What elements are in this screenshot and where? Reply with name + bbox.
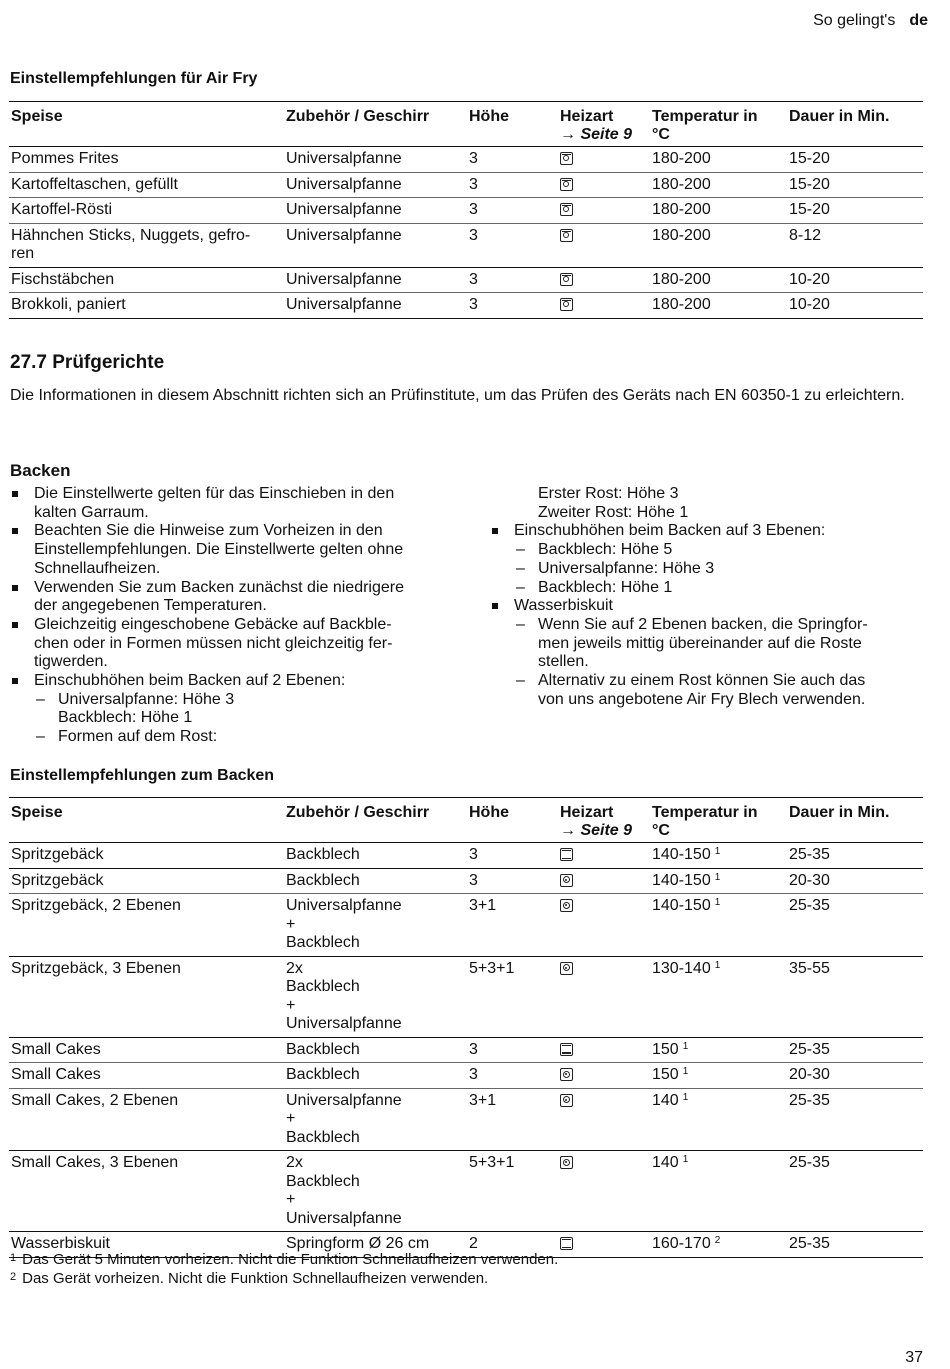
table-header-row (9, 102, 923, 147)
cell-temperatur (650, 894, 787, 957)
footnote-ref: 1 (682, 1091, 689, 1103)
cell-hoehe: 3 (469, 226, 478, 244)
table-row (9, 868, 923, 894)
temperature-value: 160-170 (652, 1235, 711, 1252)
cell-speise: Wasserbiskuit (11, 1235, 110, 1252)
cell-speise-line: Hähnchen Sticks, Nuggets, gefro- (11, 226, 251, 244)
table-row (9, 267, 923, 293)
table-row (9, 293, 923, 319)
list-item (10, 522, 460, 578)
temperature-value: 140 (652, 1154, 679, 1171)
cell-zubehoer-line: Universalpfanne (286, 897, 402, 914)
list-item: Wasserbiskuit (490, 597, 920, 616)
top-bottom-heat-icon (560, 848, 573, 861)
temperature-value: 140 (652, 1091, 679, 1109)
cell-speise: Spritzgebäck, 3 Ebenen (11, 959, 181, 977)
cell-zubehoer-line: Backblech (286, 978, 360, 995)
cell-heizart (558, 1037, 650, 1063)
backen-heading: Backen (10, 461, 71, 480)
list-item-text: Backblech: Höhe 1 (58, 709, 193, 727)
cell-zubehoer-line: Universalpfanne (286, 1015, 402, 1032)
airfry-table (9, 101, 923, 319)
list-item (10, 616, 460, 672)
cell-zubehoer-line: + (286, 1191, 296, 1208)
col-temperatur-unit: °C (652, 126, 670, 143)
col-heizart-label: Heizart (560, 108, 614, 125)
footnote-ref: 1 (714, 959, 721, 971)
cell-temperatur (650, 1088, 787, 1151)
cell-hoehe: 5+3+1 (469, 959, 515, 977)
cell-heizart (558, 267, 650, 293)
list-item-text: Wenn Sie auf 2 Ebenen backen, die Springfor- (538, 615, 868, 633)
header-language: de (909, 12, 928, 29)
temperature-value: 140-150 (652, 846, 711, 863)
sub-list-item (10, 691, 460, 728)
col-dauer: Dauer in Min. (789, 108, 890, 125)
cell-heizart (558, 1151, 650, 1232)
list-item-text: kalten Garraum. (34, 503, 149, 521)
footnote-text: Das Gerät 5 Minuten vorheizen. Nicht die Funktion Schnellaufheizen verwenden. (22, 1251, 559, 1268)
footnote (10, 1251, 920, 1270)
list-item-text: Gleichzeitig eingeschobene Gebäcke auf Backble- (34, 615, 392, 633)
cell-zubehoer: Universalpfanne (286, 270, 402, 288)
cell-hoehe: 3+1 (469, 897, 497, 914)
cell-zubehoer-line: Universalpfanne (286, 1091, 402, 1109)
cell-zubehoer: Universalpfanne (286, 296, 402, 313)
hot-air-icon (560, 1156, 573, 1169)
cell-temperatur: 180-200 (652, 296, 711, 313)
cell-hoehe: 3 (469, 201, 478, 218)
cell-zubehoer-line: Backblech (286, 846, 360, 863)
continued-text: Zweiter Rost: Höhe 1 (538, 503, 689, 521)
hot-air-icon (560, 874, 573, 887)
hot-air-icon (560, 962, 573, 975)
cell-dauer: 15-20 (789, 150, 830, 167)
cell-speise: Spritzgebäck (11, 871, 104, 889)
cell-speise: Pommes Frites (11, 150, 119, 167)
list-item-text: Einstellempfehlungen. Die Einstellwerte gelten ohne (34, 541, 404, 559)
cell-hoehe: 3 (469, 1066, 478, 1083)
list-item-text: Schnellaufheizen. (34, 559, 161, 577)
list-item-text: Universalpfanne: Höhe 3 (58, 690, 235, 708)
cell-zubehoer (284, 894, 467, 957)
cell-speise (9, 223, 284, 267)
list-item-text: Alternativ zu einem Rost können Sie auch das (538, 672, 866, 690)
cell-speise: Fischstäbchen (11, 270, 115, 288)
cell-dauer: 20-30 (789, 871, 830, 889)
cell-dauer: 25-35 (789, 846, 830, 863)
cell-heizart (558, 868, 650, 894)
cell-zubehoer (284, 1037, 467, 1063)
cell-speise: Kartoffeltaschen, gefüllt (11, 175, 178, 193)
list-item (10, 485, 460, 522)
cell-zubehoer (284, 1088, 467, 1151)
air-fry-icon (560, 273, 573, 286)
cell-heizart (558, 1088, 650, 1151)
col-temperatur-label: Temperatur in (652, 804, 758, 821)
table-row (9, 198, 923, 224)
cell-zubehoer-line: Backblech (286, 871, 360, 889)
cell-heizart (558, 956, 650, 1037)
temperature-value: 150 (652, 1066, 679, 1083)
temperature-value: 140-150 (652, 871, 711, 889)
col-heizart (558, 798, 650, 843)
footnote-ref: 1 (682, 1066, 689, 1077)
cell-temperatur: 180-200 (652, 201, 711, 218)
table-row (9, 147, 923, 173)
cell-heizart (558, 172, 650, 198)
cell-hoehe: 5+3+1 (469, 1154, 515, 1171)
air-fry-icon (560, 178, 573, 191)
col-hoehe: Höhe (469, 804, 509, 821)
backen-right-column (490, 485, 920, 709)
section-intro: Die Informationen in diesem Abschnitt richten sich an Prüfinstitute, um das Prüfen des Geräts nach EN 60350-1 zu erleichtern. (10, 387, 905, 404)
air-fry-icon (560, 203, 573, 216)
cell-zubehoer-line: Springform Ø 26 cm (286, 1235, 430, 1252)
col-zubehoer: Zubehör / Geschirr (286, 108, 430, 125)
cell-heizart (558, 843, 650, 869)
col-temperatur (650, 102, 787, 147)
sub-list-item (490, 616, 920, 672)
cell-temperatur (650, 1151, 787, 1232)
footnote-ref: 2 (714, 1235, 721, 1246)
cell-temperatur: 180-200 (652, 150, 711, 167)
cell-zubehoer (284, 868, 467, 894)
cell-hoehe: 3 (469, 296, 478, 313)
temperature-value: 140-150 (652, 897, 711, 914)
top-bottom-heat-icon (560, 1237, 573, 1250)
table-row (9, 1151, 923, 1232)
list-item-text: Beachten Sie die Hinweise zum Vorheizen in den (34, 522, 383, 540)
cell-dauer: 8-12 (789, 226, 822, 244)
cell-zubehoer: Universalpfanne (286, 226, 402, 244)
cell-heizart (558, 1063, 650, 1089)
temperature-value: 130-140 (652, 959, 711, 977)
table-row (9, 1088, 923, 1151)
cell-temperatur (650, 843, 787, 869)
col-zubehoer: Zubehör / Geschirr (286, 804, 430, 821)
baking-table-title: Einstellempfehlungen zum Backen (10, 767, 275, 784)
col-speise: Speise (11, 804, 63, 821)
cell-hoehe: 3 (469, 175, 478, 193)
cell-speise: Kartoffel-Rösti (11, 201, 113, 218)
cell-temperatur (650, 868, 787, 894)
list-item-text: Die Einstellwerte gelten für das Einschieben in den (34, 485, 395, 502)
page-reference-link[interactable]: → Seite 9 (560, 126, 633, 143)
footnote-number: 1 (10, 1252, 17, 1264)
footnotes (10, 1251, 920, 1289)
footnote (10, 1270, 920, 1289)
cell-dauer: 10-20 (789, 270, 830, 288)
header-section-title: So gelingt's (813, 12, 896, 29)
cell-speise: Spritzgebäck, 2 Ebenen (11, 897, 181, 914)
air-fry-icon (560, 298, 573, 311)
cell-temperatur: 180-200 (652, 270, 711, 288)
cell-temperatur (650, 1037, 787, 1063)
sub-list-item: – Universalpfanne: Höhe 3 (490, 560, 920, 579)
temperature-value: 150 (652, 1040, 679, 1058)
cell-speise: Small Cakes (11, 1040, 101, 1058)
section-title: 27.7 Prüfgerichte (10, 352, 165, 373)
cell-dauer: 20-30 (789, 1066, 830, 1083)
hot-air-icon (560, 899, 573, 912)
table-row (9, 956, 923, 1037)
cell-dauer: 25-35 (789, 897, 830, 914)
cell-zubehoer (284, 843, 467, 869)
cell-zubehoer-line: 2x (286, 1154, 303, 1171)
airfry-title: Einstellempfehlungen für Air Fry (10, 70, 258, 87)
list-item-text: chen oder in Formen müssen nicht gleichzeitig fer- (34, 634, 393, 652)
col-temperatur (650, 798, 787, 843)
running-header (813, 12, 928, 30)
page-number: 37 (905, 1349, 923, 1366)
table-row (9, 1063, 923, 1089)
cell-zubehoer-line: Universalpfanne (286, 1209, 402, 1227)
list-item (10, 579, 460, 616)
continued-text: Erster Rost: Höhe 3 (538, 485, 679, 502)
cell-heizart (558, 223, 650, 267)
list-item: Einschubhöhen beim Backen auf 3 Ebenen: (490, 522, 920, 541)
sub-list-item: – Formen auf dem Rost: (10, 728, 460, 747)
cell-hoehe: 3 (469, 270, 478, 288)
cell-heizart (558, 894, 650, 957)
list-item-text: Verwenden Sie zum Backen zunächst die niedrigere (34, 578, 404, 596)
cell-hoehe: 3 (469, 846, 478, 863)
col-dauer: Dauer in Min. (789, 804, 890, 821)
cell-dauer: 25-35 (789, 1235, 830, 1252)
cell-zubehoer-line: + (286, 915, 296, 933)
hot-air-icon (560, 1068, 573, 1081)
cell-heizart (558, 147, 650, 173)
footnote-ref: 1 (714, 871, 721, 883)
cell-hoehe: 3+1 (469, 1091, 497, 1109)
list-item-text: der angegebenen Temperaturen. (34, 597, 267, 615)
cell-speise-line: ren (11, 245, 35, 262)
cell-speise: Spritzgebäck (11, 846, 104, 863)
cell-speise: Small Cakes (11, 1066, 101, 1083)
cell-zubehoer-line: Backblech (286, 1172, 360, 1190)
footnote-ref: 1 (714, 846, 721, 857)
footnote-text: Das Gerät vorheizen. Nicht die Funktion Schnellaufheizen verwenden. (22, 1270, 489, 1287)
backen-left-column (10, 485, 460, 747)
list-item-text: tigwerden. (34, 653, 108, 671)
cell-speise: Brokkoli, paniert (11, 296, 126, 313)
col-temperatur-label: Temperatur in (652, 108, 758, 125)
table-row (9, 843, 923, 869)
cell-dauer: 25-35 (789, 1091, 830, 1109)
footnote-ref: 1 (682, 1154, 689, 1165)
list-item-text: men jeweils mittig übereinander auf die Roste (538, 634, 862, 652)
cell-speise: Small Cakes, 2 Ebenen (11, 1091, 179, 1109)
cell-hoehe: 2 (469, 1235, 478, 1252)
footnote-number: 2 (10, 1271, 17, 1283)
cell-zubehoer-line: Backblech (286, 934, 360, 951)
cell-zubehoer-line: Backblech (286, 1066, 360, 1083)
sub-list-item: – Backblech: Höhe 5 (490, 541, 920, 560)
cell-zubehoer-line: Backblech (286, 1040, 360, 1058)
list-item: Einschubhöhen beim Backen auf 2 Ebenen: (10, 672, 460, 691)
col-heizart (558, 102, 650, 147)
hot-air-icon (560, 1094, 573, 1107)
table-row (9, 1037, 923, 1063)
table-row (9, 894, 923, 957)
cell-dauer: 25-35 (789, 1154, 830, 1171)
cell-zubehoer (284, 1151, 467, 1232)
table-row (9, 172, 923, 198)
col-temperatur-unit: °C (652, 822, 670, 839)
footnote-ref: 1 (682, 1040, 689, 1052)
cell-zubehoer-line: + (286, 1110, 296, 1127)
cell-hoehe: 3 (469, 150, 478, 167)
cell-zubehoer-line: 2x (286, 959, 303, 977)
cell-hoehe: 3 (469, 871, 478, 889)
cell-zubehoer-line: + (286, 996, 296, 1014)
baking-table (9, 797, 923, 1258)
col-speise: Speise (11, 108, 63, 125)
col-heizart-label: Heizart (560, 804, 614, 821)
cell-zubehoer: Universalpfanne (286, 175, 402, 193)
page-reference-link[interactable]: → Seite 9 (560, 822, 633, 839)
cell-temperatur: 180-200 (652, 175, 711, 193)
col-hoehe: Höhe (469, 108, 509, 125)
cell-speise: Small Cakes, 3 Ebenen (11, 1154, 179, 1171)
cell-zubehoer-line: Backblech (286, 1128, 360, 1146)
air-fry-icon (560, 229, 573, 242)
list-item-text: von uns angebotene Air Fry Blech verwenden. (538, 690, 866, 708)
table-row (9, 223, 923, 267)
cell-temperatur (650, 956, 787, 1037)
table-header-row (9, 798, 923, 843)
cell-dauer: 25-35 (789, 1040, 830, 1058)
cell-zubehoer: Universalpfanne (286, 201, 402, 218)
cell-hoehe: 3 (469, 1040, 478, 1058)
cell-dauer: 15-20 (789, 201, 830, 218)
footnote-ref: 1 (714, 897, 721, 908)
cell-zubehoer (284, 956, 467, 1037)
cell-dauer: 10-20 (789, 296, 830, 313)
sub-list-item: – Backblech: Höhe 1 (490, 579, 920, 598)
cell-heizart (558, 293, 650, 319)
top-bottom-heat-icon (560, 1043, 573, 1056)
cell-dauer: 15-20 (789, 175, 830, 193)
list-item-text: stellen. (538, 653, 589, 671)
sub-list-item (490, 672, 920, 709)
cell-zubehoer: Universalpfanne (286, 150, 402, 167)
cell-zubehoer (284, 1063, 467, 1089)
air-fry-icon (560, 152, 573, 165)
cell-temperatur (650, 1063, 787, 1089)
cell-temperatur: 180-200 (652, 226, 711, 244)
cell-dauer: 35-55 (789, 959, 830, 977)
cell-heizart (558, 198, 650, 224)
